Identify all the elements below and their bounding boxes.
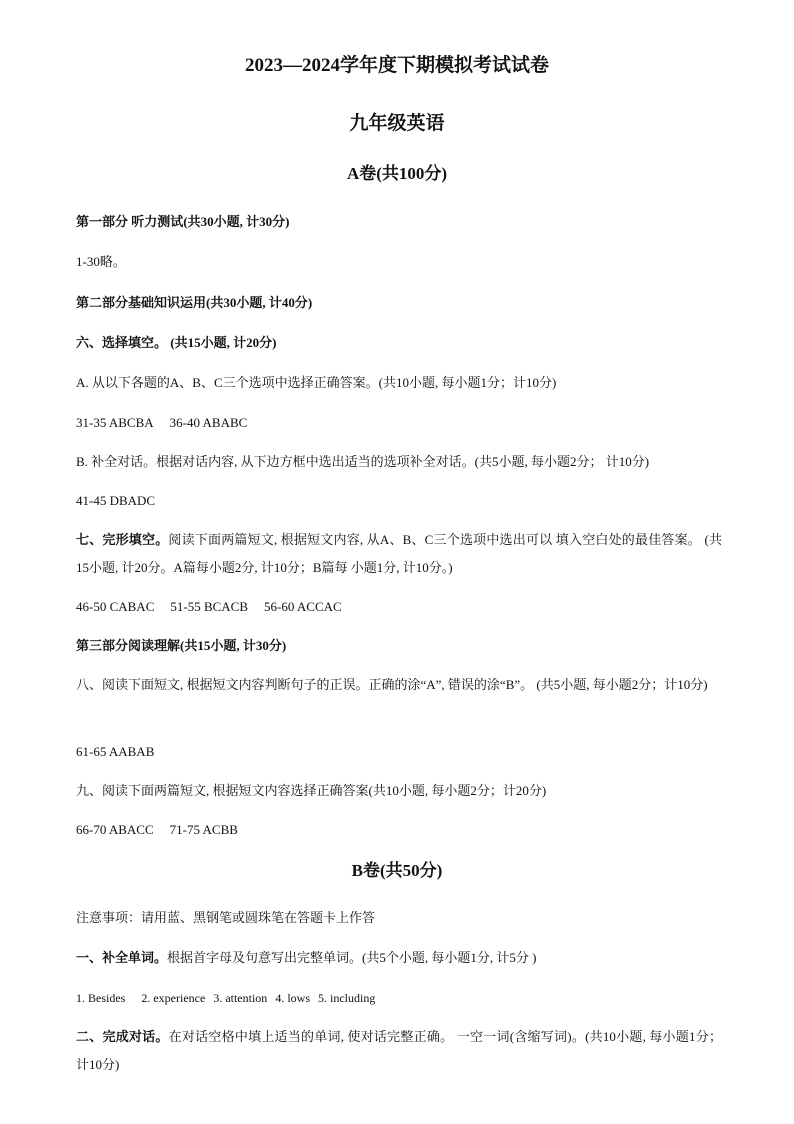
answer-group: 56-60 ACCAC xyxy=(264,599,342,614)
q7-answers xyxy=(76,597,722,617)
answer-group: 66-70 ABACC xyxy=(76,822,154,837)
part1-heading: 第一部分 听力测试(共30小题, 计30分) xyxy=(76,214,290,229)
q6a-instruction: A. 从以下各题的A、B、C三个选项中选择正确答案。(共10小题, 每小题1分；计10分) xyxy=(76,375,557,390)
answer-word: 4. lows xyxy=(275,991,310,1005)
answer-group: 36-40 ABABC xyxy=(169,415,248,430)
part1-answer: 1-30略。 xyxy=(76,254,126,269)
answer-group: 46-50 CABAC xyxy=(76,599,155,614)
answer-group: 71-75 ACBB xyxy=(169,822,238,837)
b-q1-instruction: 根据首字母及句意写出完整单词。(共5个小题, 每小题1分, 计5分 ) xyxy=(167,950,537,965)
answer-group: 51-55 BCACB xyxy=(170,599,249,614)
q9-instruction: 九、阅读下面两篇短文, 根据短文内容选择正确答案(共10小题, 每小题2分；计20分) xyxy=(76,783,547,798)
answer-word: 2. experience xyxy=(141,991,206,1005)
page-title: 2023—2024学年度下期模拟考试试卷 xyxy=(244,55,549,76)
q8-answers: 61-65 AABAB xyxy=(76,744,155,759)
q6a-answers xyxy=(76,413,722,433)
q7-block xyxy=(76,526,722,582)
part2-heading: 第二部分基础知识运用(共30小题, 计40分) xyxy=(76,295,313,310)
section-b-notice: 注意事项：请用蓝、黑钢笔或圆珠笔在答题卡上作答 xyxy=(76,910,376,925)
b-q2-label: 二、完成对话。 xyxy=(76,1029,169,1044)
b-q1-label: 一、补全单词。 xyxy=(76,950,168,965)
answer-word: 1. Besides xyxy=(76,991,126,1005)
b-q1-answers xyxy=(76,988,722,1008)
q9-answers xyxy=(76,820,722,840)
b-q2-instruction: 在对话空格中填上适当的单词, 使对话完整正确。 一空一词(含缩写词)。(共10小题, 每小题1分；计10分) xyxy=(76,1029,722,1072)
q7-label: 七、完形填空。 xyxy=(76,532,169,547)
answer-word: 3. attention xyxy=(213,991,268,1005)
q7-instruction: 阅读下面两篇短文, 根据短文内容, 从A、B、C三个选项中选出可以 填入空白处的最佳答案。 (共15小题, 计20分。A篇每小题2分, 计10分；B篇每 小题1分, 计10分。) xyxy=(76,532,722,575)
section-a-heading: A卷(共100分) xyxy=(346,164,448,183)
section-b-heading: B卷(共50分) xyxy=(351,861,443,880)
q6b-answers: 41-45 DBADC xyxy=(76,493,156,508)
b-q2-block xyxy=(76,1023,722,1079)
b-q1-block xyxy=(76,948,722,968)
answer-group: 31-35 ABCBA xyxy=(76,415,154,430)
q8-instruction: 八、阅读下面短文, 根据短文内容判断句子的正误。正确的涂“A”, 错误的涂“B”。 (共5小题, 每小题2分；计10分) xyxy=(76,677,708,692)
q6b-instruction: B. 补全对话。根据对话内容, 从下边方框中选出适当的选项补全对话。(共5小题, 每小题2分； 计10分) xyxy=(76,454,650,469)
q6-heading: 六、选择填空。 (共15小题, 计20分) xyxy=(76,335,277,350)
answer-word: 5. including xyxy=(317,991,376,1005)
page-subtitle: 九年级英语 xyxy=(349,113,445,134)
part3-heading: 第三部分阅读理解(共15小题, 计30分) xyxy=(76,638,287,653)
